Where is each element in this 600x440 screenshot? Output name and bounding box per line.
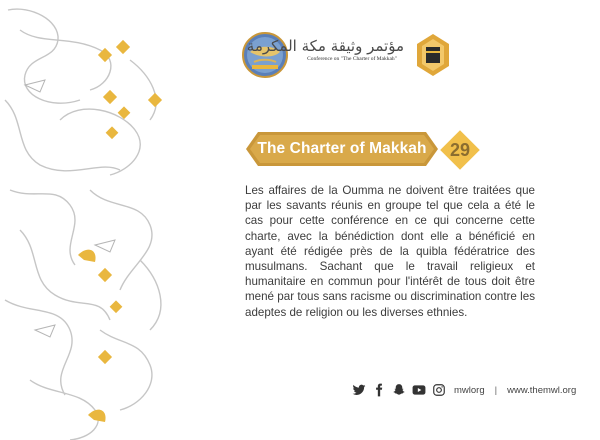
footer-separator: | <box>494 384 498 396</box>
conference-arabic-title: مؤتمر وثيقة مكة المكرمة <box>246 37 404 55</box>
article-number-badge <box>436 127 484 173</box>
facebook-icon[interactable] <box>372 383 386 397</box>
twitter-icon[interactable] <box>352 383 366 397</box>
snapchat-icon[interactable] <box>392 383 406 397</box>
title-ribbon <box>246 132 438 166</box>
header-logos <box>242 32 450 84</box>
social-handle[interactable]: mwlorg <box>454 384 485 396</box>
article-number: 29 <box>449 140 471 160</box>
social-footer <box>352 380 576 400</box>
ribbon-title: The Charter of Makkah <box>257 140 427 157</box>
article-text: Les affaires de la Oumma ne doivent être traitées que par les savants réunis en groupe tel que cela a été le cas pour cette conférence en ce qui concerne cette charte, avec la bénédiction dont elle a bénéficié en ayant été rédigée près de la quibla fédératrice des musulmans. Sachant que le travail religieux et humanitaire en commun pour l'intérêt de tous doit être mené par tous sans racisme ou discrimination contre les adeptes de religion ou les diverses ethnies. <box>245 184 535 319</box>
instagram-icon[interactable] <box>432 383 446 397</box>
calligraphy-decoration <box>0 0 190 440</box>
conference-subtitle: Conference on "The Charter of Makkah" <box>307 56 397 62</box>
youtube-icon[interactable] <box>412 383 426 397</box>
kaaba-logo <box>415 32 451 78</box>
website-link[interactable]: www.themwl.org <box>507 384 577 396</box>
